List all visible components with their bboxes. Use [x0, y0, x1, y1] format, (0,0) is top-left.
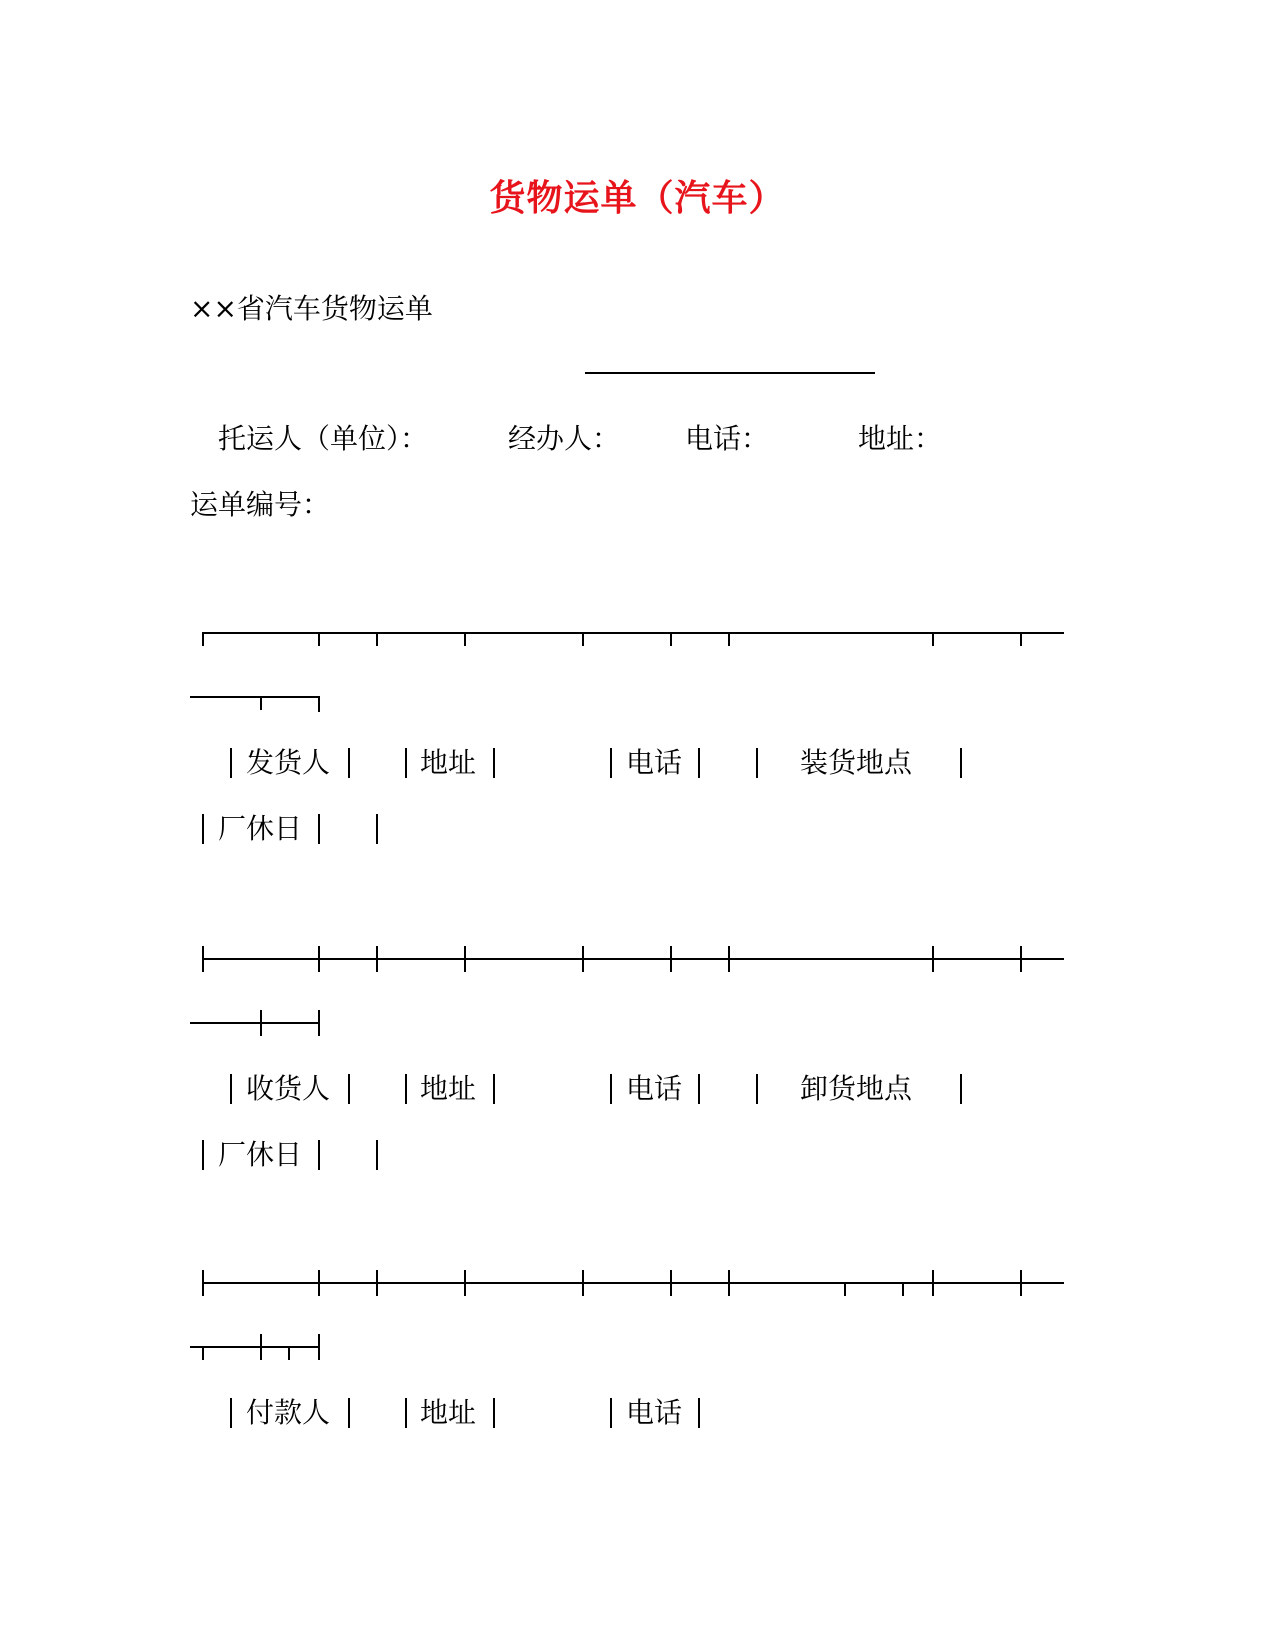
handler-label: 经办人：	[508, 422, 621, 455]
row-factory-rest: 厂休日	[218, 1138, 303, 1171]
document-subtitle: ××省汽车货物运单	[190, 292, 433, 325]
phone-label: 电话：	[685, 422, 770, 455]
row-factory-rest: 厂休日	[218, 812, 303, 845]
row-place: 装货地点	[800, 746, 913, 779]
row-address: 地址	[420, 746, 477, 779]
row-party: 收货人	[246, 1072, 331, 1105]
row-place: 卸货地点	[800, 1072, 913, 1105]
row-party: 发货人	[246, 746, 331, 779]
row-address: 地址	[420, 1072, 477, 1105]
document-title: 货物运单（汽车）	[489, 177, 786, 219]
row-phone: 电话	[626, 1072, 683, 1105]
row-phone: 电话	[626, 1396, 683, 1429]
address-label: 地址：	[858, 422, 943, 455]
row-phone: 电话	[626, 746, 683, 779]
row-address: 地址	[420, 1396, 477, 1429]
row-party: 付款人	[246, 1396, 331, 1429]
waybill-number-label: 运单编号：	[190, 488, 331, 521]
blank-rule	[585, 372, 875, 374]
shipper-unit-label: 托运人（单位）：	[218, 422, 429, 455]
